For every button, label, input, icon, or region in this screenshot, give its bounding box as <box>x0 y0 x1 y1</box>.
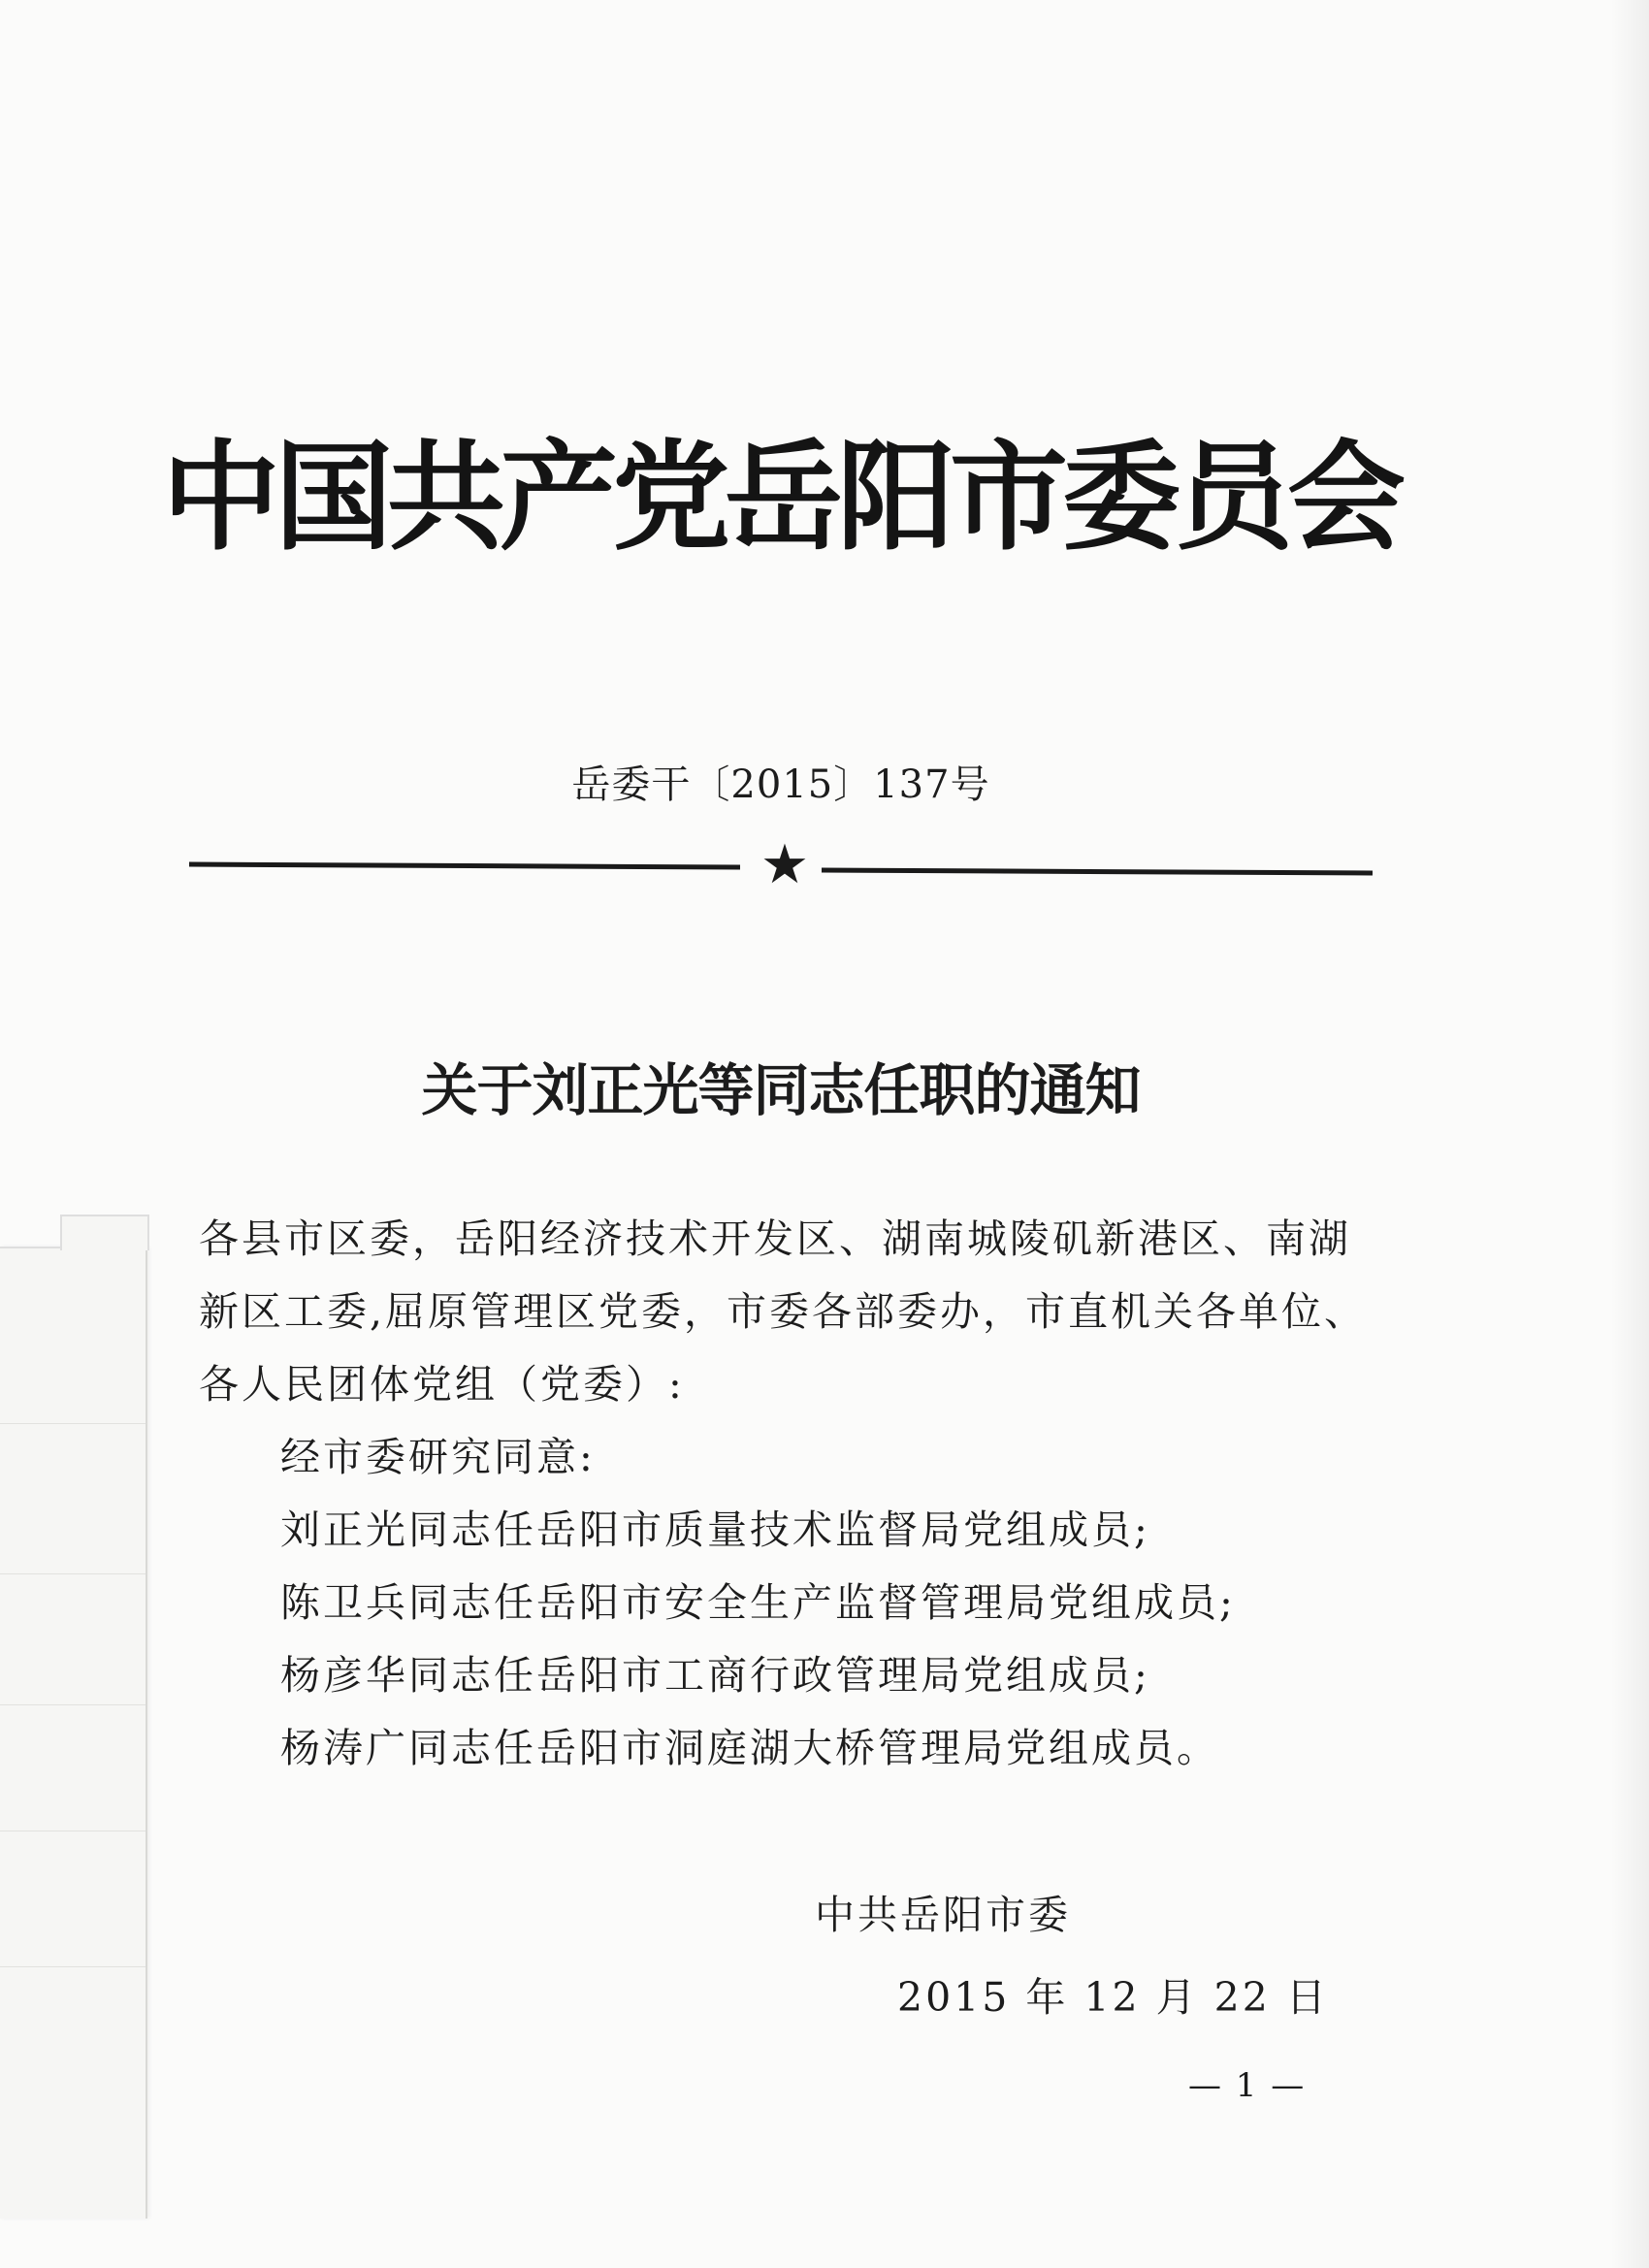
separator-line-left <box>189 862 740 870</box>
star-icon: ★ <box>760 833 810 896</box>
slip-rule <box>0 1966 146 1967</box>
addressee-line: 各县市区委，岳阳经济技术开发区、湖南城陵矶新港区、南湖 <box>199 1215 1351 1262</box>
slip-rule <box>0 1573 146 1574</box>
intro-line: 经市委研究同意: <box>280 1434 596 1480</box>
appointment-line: 杨彦华同志任岳阳市工商行政管理局党组成员; <box>280 1652 1150 1699</box>
slip-rule <box>0 1704 146 1705</box>
attached-slip <box>0 1247 147 2219</box>
appointment-line: 杨涛广同志任岳阳市洞庭湖大桥管理局党组成员。 <box>280 1725 1219 1771</box>
appointment-line: 陈卫兵同志任岳阳市安全生产监督管理局党组成员; <box>280 1579 1236 1626</box>
slip-rule <box>0 1423 146 1424</box>
notice-title: 关于刘正光等同志任职的通知 <box>421 1057 1141 1123</box>
issue-date: 2015 年 12 月 22 日 <box>897 1974 1329 2021</box>
issuer-signature: 中共岳阳市委 <box>815 1892 1071 1938</box>
organization-header: 中国共产党岳阳市委员会 <box>162 429 1400 567</box>
document-number: 岳委干〔2015〕137号 <box>571 762 990 807</box>
appointment-block <box>199 1421 1363 1785</box>
attached-slip-tab <box>60 1215 149 1250</box>
notice-body <box>199 1203 1368 1785</box>
addressee-block <box>199 1203 1368 1421</box>
separator-line-right <box>822 868 1373 876</box>
addressee-line: 新区工委,屈原管理区党委，市委各部委办，市直机关各单位、 <box>199 1288 1368 1335</box>
page-number: — 1 — <box>1188 2066 1307 2105</box>
appointment-line: 刘正光同志任岳阳市质量技术监督局党组成员; <box>280 1507 1150 1553</box>
header-separator <box>189 833 1373 902</box>
addressee-line: 各人民团体党组（党委）: <box>199 1361 685 1408</box>
